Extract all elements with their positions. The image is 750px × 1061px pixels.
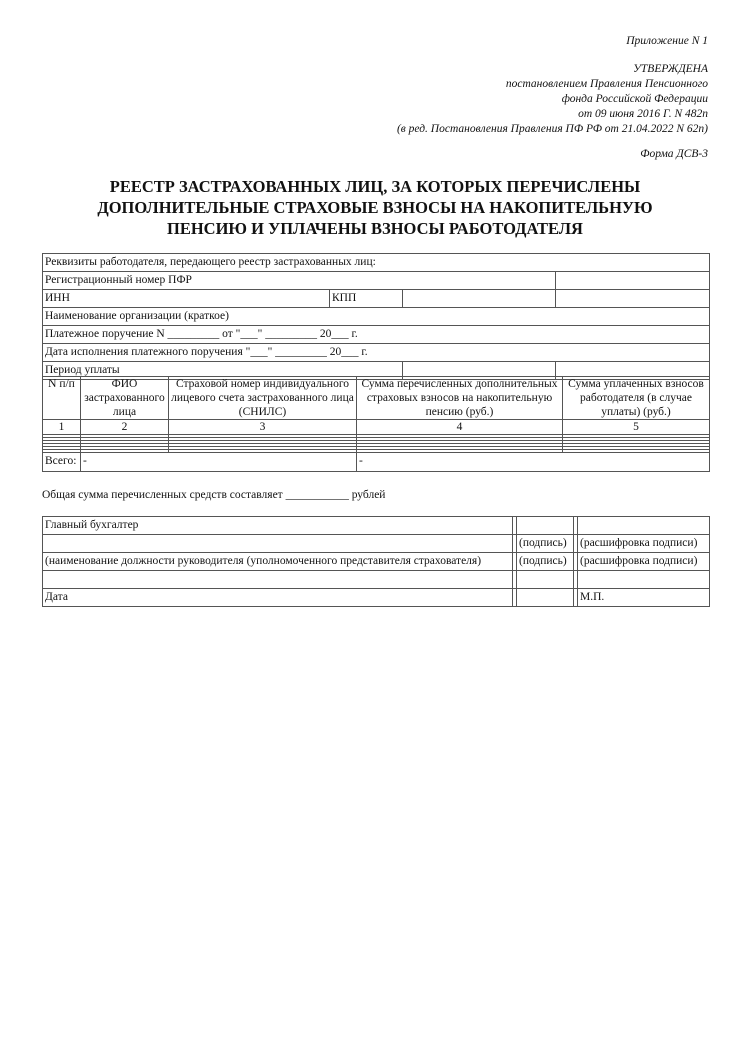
register-header-row [43, 377, 710, 420]
requisites-heading: Реквизиты работодателя, передающего реестр застрахованных лиц: [43, 254, 710, 272]
inn-kpp-extra-field[interactable] [556, 290, 710, 308]
employer-requisites-table [42, 253, 710, 380]
kpp-field[interactable] [403, 290, 556, 308]
total-sum-line: Общая сумма перечисленных средств составляет ___________ рублей [42, 489, 386, 501]
approval-block [397, 62, 708, 137]
payment-order-line: Платежное поручение N _________ от "___" _________ 20___ г. [43, 326, 710, 344]
title-line: РЕЕСТР ЗАСТРАХОВАННЫХ ЛИЦ, ЗА КОТОРЫХ ПЕРЕЧИСЛЕНЫ [109, 177, 641, 196]
insured-persons-register-table [42, 376, 710, 472]
title-line: ПЕНСИЮ И УПЛАЧЕНЫ ВЗНОСЫ РАБОТОДАТЕЛЯ [167, 219, 583, 238]
approval-line: фонда Российской Федерации [561, 93, 708, 105]
col-header-number: N п/п [43, 377, 81, 420]
col-number: 5 [563, 420, 710, 435]
approval-line: постановлением Правления Пенсионного [505, 78, 708, 90]
empty-cell [43, 571, 513, 589]
execution-date-line: Дата исполнения платежного поручения "___" _________ 20___ г. [43, 344, 710, 362]
period-label: Период уплаты [43, 362, 403, 380]
column-numbers-row [43, 420, 710, 435]
stamp-label: М.П. [578, 589, 710, 607]
signature-decode-field[interactable] [578, 517, 710, 535]
col-header-employer-contributions: Сумма уплаченных взносов работодателя (в случае уплаты) (руб.) [563, 377, 710, 420]
totals-row [43, 453, 710, 472]
col-header-snils: Страховой номер индивидуального лицевого счета застрахованного лица (СНИЛС) [169, 377, 357, 420]
form-code: Форма ДСВ-3 [640, 148, 708, 160]
inn-label: ИНН [43, 290, 330, 308]
kpp-label: КПП [330, 290, 403, 308]
col-number: 1 [43, 420, 81, 435]
reg-number-label: Регистрационный номер ПФР [43, 272, 556, 290]
col-header-additional-contributions: Сумма перечисленных дополнительных страховых взносов на накопительную пенсию (руб.) [357, 377, 563, 420]
signature-caption: (подпись) [517, 553, 574, 571]
document-title [40, 176, 710, 239]
signature-caption: (подпись) [517, 535, 574, 553]
col-number: 3 [169, 420, 357, 435]
chief-accountant-label: Главный бухгалтер [43, 517, 513, 535]
head-position-caption: (наименование должности руководителя (уполномоченного представителя страхователя) [43, 553, 513, 571]
appendix-label: Приложение N 1 [626, 35, 708, 47]
signatures-table [42, 516, 710, 607]
reg-number-field[interactable] [556, 272, 710, 290]
signature-decode-caption: (расшифровка подписи) [578, 553, 710, 571]
col-number: 2 [81, 420, 169, 435]
signature-field[interactable] [517, 517, 574, 535]
approval-line: (в ред. Постановления Правления ПФ РФ от 21.04.2022 N 62п) [396, 123, 708, 135]
col-number: 4 [357, 420, 563, 435]
total-dash: - [81, 453, 357, 472]
total-dash: - [357, 453, 710, 472]
empty-cell [43, 535, 513, 553]
org-name-label: Наименование организации (краткое) [43, 308, 710, 326]
date-label: Дата [43, 589, 513, 607]
title-line: ДОПОЛНИТЕЛЬНЫЕ СТРАХОВЫЕ ВЗНОСЫ НА НАКОПИТЕЛЬНУЮ [97, 198, 653, 217]
signature-decode-caption: (расшифровка подписи) [578, 535, 710, 553]
total-label: Всего: [43, 453, 81, 472]
col-header-fio: ФИО застрахованного лица [81, 377, 169, 420]
approval-line: УТВЕРЖДЕНА [633, 63, 708, 75]
approval-line: от 09 июня 2016 Г. N 482п [578, 108, 708, 120]
